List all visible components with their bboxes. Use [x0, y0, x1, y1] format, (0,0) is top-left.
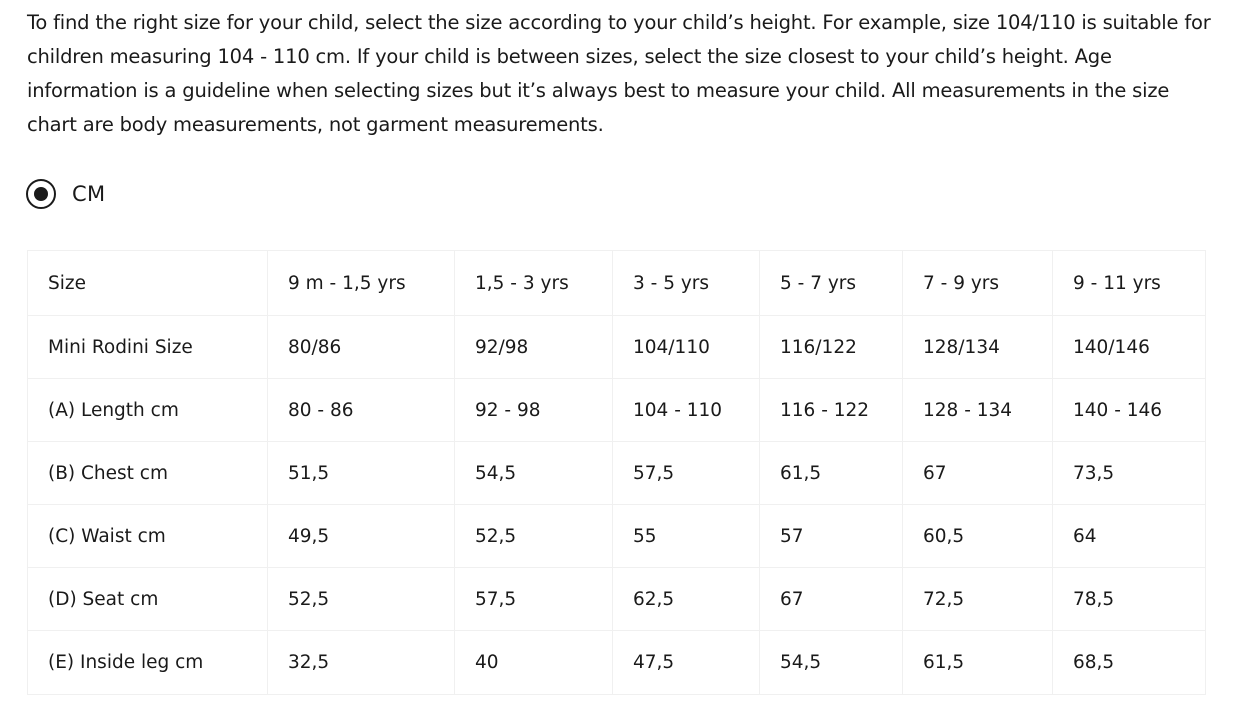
table-row-waist: [28, 505, 1206, 568]
row-label: (B) Chest cm: [28, 442, 268, 505]
table-cell: 40: [455, 631, 613, 695]
radio-dot-icon: [34, 187, 48, 201]
radio-selected-icon[interactable]: [26, 179, 56, 209]
unit-radio-cm[interactable]: [26, 179, 105, 209]
table-row-seat: [28, 568, 1206, 631]
unit-label-cm: CM: [72, 182, 106, 206]
table-row-mini-rodini-size: [28, 316, 1206, 379]
table-cell: 57,5: [613, 442, 760, 505]
table-row-chest: [28, 442, 1206, 505]
table-cell: 32,5: [268, 631, 455, 695]
table-cell: 57: [760, 505, 903, 568]
table-cell: 1,5 - 3 yrs: [455, 251, 613, 316]
table-cell: 5 - 7 yrs: [760, 251, 903, 316]
table-cell: 9 - 11 yrs: [1053, 251, 1206, 316]
table-cell: 68,5: [1053, 631, 1206, 695]
table-cell: 3 - 5 yrs: [613, 251, 760, 316]
table-cell: 92/98: [455, 316, 613, 379]
table-cell: 52,5: [268, 568, 455, 631]
table-cell: 7 - 9 yrs: [903, 251, 1053, 316]
row-label: (E) Inside leg cm: [28, 631, 268, 695]
table-cell: 67: [760, 568, 903, 631]
table-row-inside-leg: [28, 631, 1206, 695]
table-cell: 54,5: [760, 631, 903, 695]
size-chart-table: [27, 250, 1206, 695]
row-label: (D) Seat cm: [28, 568, 268, 631]
table-row-length: [28, 379, 1206, 442]
table-cell: 104 - 110: [613, 379, 760, 442]
row-label: (C) Waist cm: [28, 505, 268, 568]
table-cell: 116/122: [760, 316, 903, 379]
table-cell: 116 - 122: [760, 379, 903, 442]
row-label: Size: [28, 251, 268, 316]
table-cell: 73,5: [1053, 442, 1206, 505]
table-cell: 128 - 134: [903, 379, 1053, 442]
row-label: (A) Length cm: [28, 379, 268, 442]
table-cell: 47,5: [613, 631, 760, 695]
table-cell: 92 - 98: [455, 379, 613, 442]
table-cell: 54,5: [455, 442, 613, 505]
table-cell: 52,5: [455, 505, 613, 568]
row-label: Mini Rodini Size: [28, 316, 268, 379]
table-cell: 104/110: [613, 316, 760, 379]
table-cell: 60,5: [903, 505, 1053, 568]
table-cell: 9 m - 1,5 yrs: [268, 251, 455, 316]
table-cell: 57,5: [455, 568, 613, 631]
table-cell: 61,5: [903, 631, 1053, 695]
table-row-size: [28, 251, 1206, 316]
table-cell: 72,5: [903, 568, 1053, 631]
table-cell: 51,5: [268, 442, 455, 505]
size-guide-intro: To find the right size for your child, select the size according to your child’s height. For example, size 104/110 is suitable for children measuring 104 - 110 cm. If your child is between sizes, select the size closest to your child’s height. Age information is a guideline when selecting sizes but it’s always best to measure your child. All measurements in the size chart are body measurements, not garment measurements.: [27, 11, 1211, 136]
table-cell: 80/86: [268, 316, 455, 379]
table-cell: 78,5: [1053, 568, 1206, 631]
table-cell: 61,5: [760, 442, 903, 505]
table-cell: 55: [613, 505, 760, 568]
table-cell: 80 - 86: [268, 379, 455, 442]
table-cell: 49,5: [268, 505, 455, 568]
table-cell: 140/146: [1053, 316, 1206, 379]
table-cell: 140 - 146: [1053, 379, 1206, 442]
table-cell: 67: [903, 442, 1053, 505]
table-cell: 62,5: [613, 568, 760, 631]
table-cell: 128/134: [903, 316, 1053, 379]
table-cell: 64: [1053, 505, 1206, 568]
